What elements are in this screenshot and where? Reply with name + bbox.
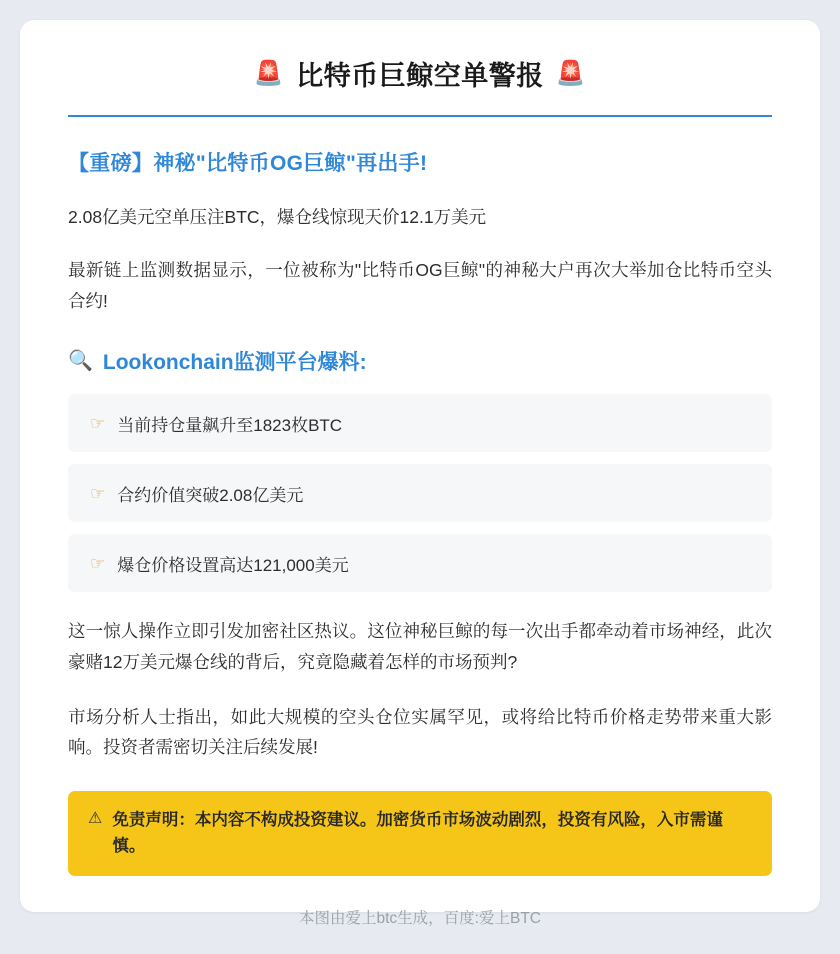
list-item — [68, 534, 772, 592]
section-heading — [68, 346, 772, 376]
magnifier-icon: 🔍 — [68, 350, 93, 373]
pointing-hand-icon: ☞ — [90, 553, 106, 573]
list-item — [68, 394, 772, 452]
lead-paragraph: 最新链上监测数据显示，一位被称为"比特币OG巨鲸"的神秘大户再次大举加仓比特币空头合约! — [68, 260, 772, 311]
headline: 【重磅】神秘"比特币OG巨鲸"再出手! — [68, 152, 428, 175]
disclaimer-text: 免责声明：本内容不构成投资建议。加密货币市场波动剧烈，投资有风险，入市需谨慎。 — [112, 810, 723, 856]
article-card — [20, 20, 820, 927]
footer-credit: 本图由爱上btc生成，百度:爱上BTC — [299, 909, 541, 927]
section-heading-text: Lookonchain监测平台爆料: — [102, 351, 367, 375]
bullet-list — [68, 394, 772, 592]
list-item — [68, 464, 772, 522]
siren-icon-right: 🚨 — [555, 59, 587, 87]
page-title-text: 比特币巨鲸空单警报 — [296, 61, 544, 91]
siren-icon-left: 🚨 — [253, 59, 285, 87]
disclaimer-banner — [68, 791, 772, 876]
pointing-hand-icon: ☞ — [90, 413, 106, 433]
list-item-label: 合约价值突破2.08亿美元 — [117, 485, 304, 505]
pointing-hand-icon: ☞ — [90, 483, 106, 503]
subheadline: 2.08亿美元空单压注BTC，爆仓线惊现天价12.1万美元 — [68, 207, 487, 227]
list-item-label: 爆仓价格设置高达121,000美元 — [117, 555, 349, 575]
list-item-label: 当前持仓量飙升至1823枚BTC — [117, 415, 343, 435]
page-title — [68, 54, 772, 117]
body-paragraph-1: 这一惊人操作立即引发加密社区热议。这位神秘巨鲸的每一次出手都牵动着市场神经，此次豪赌12万美元爆仓线的背后，究竟隐藏着怎样的市场预判? — [68, 621, 772, 672]
article-body — [20, 20, 820, 954]
warning-icon: ⚠ — [88, 809, 103, 827]
body-paragraph-2: 市场分析人士指出，如此大规模的空头仓位实属罕见，或将给比特币价格走势带来重大影响。投资者需密切关注后续发展! — [68, 706, 772, 758]
